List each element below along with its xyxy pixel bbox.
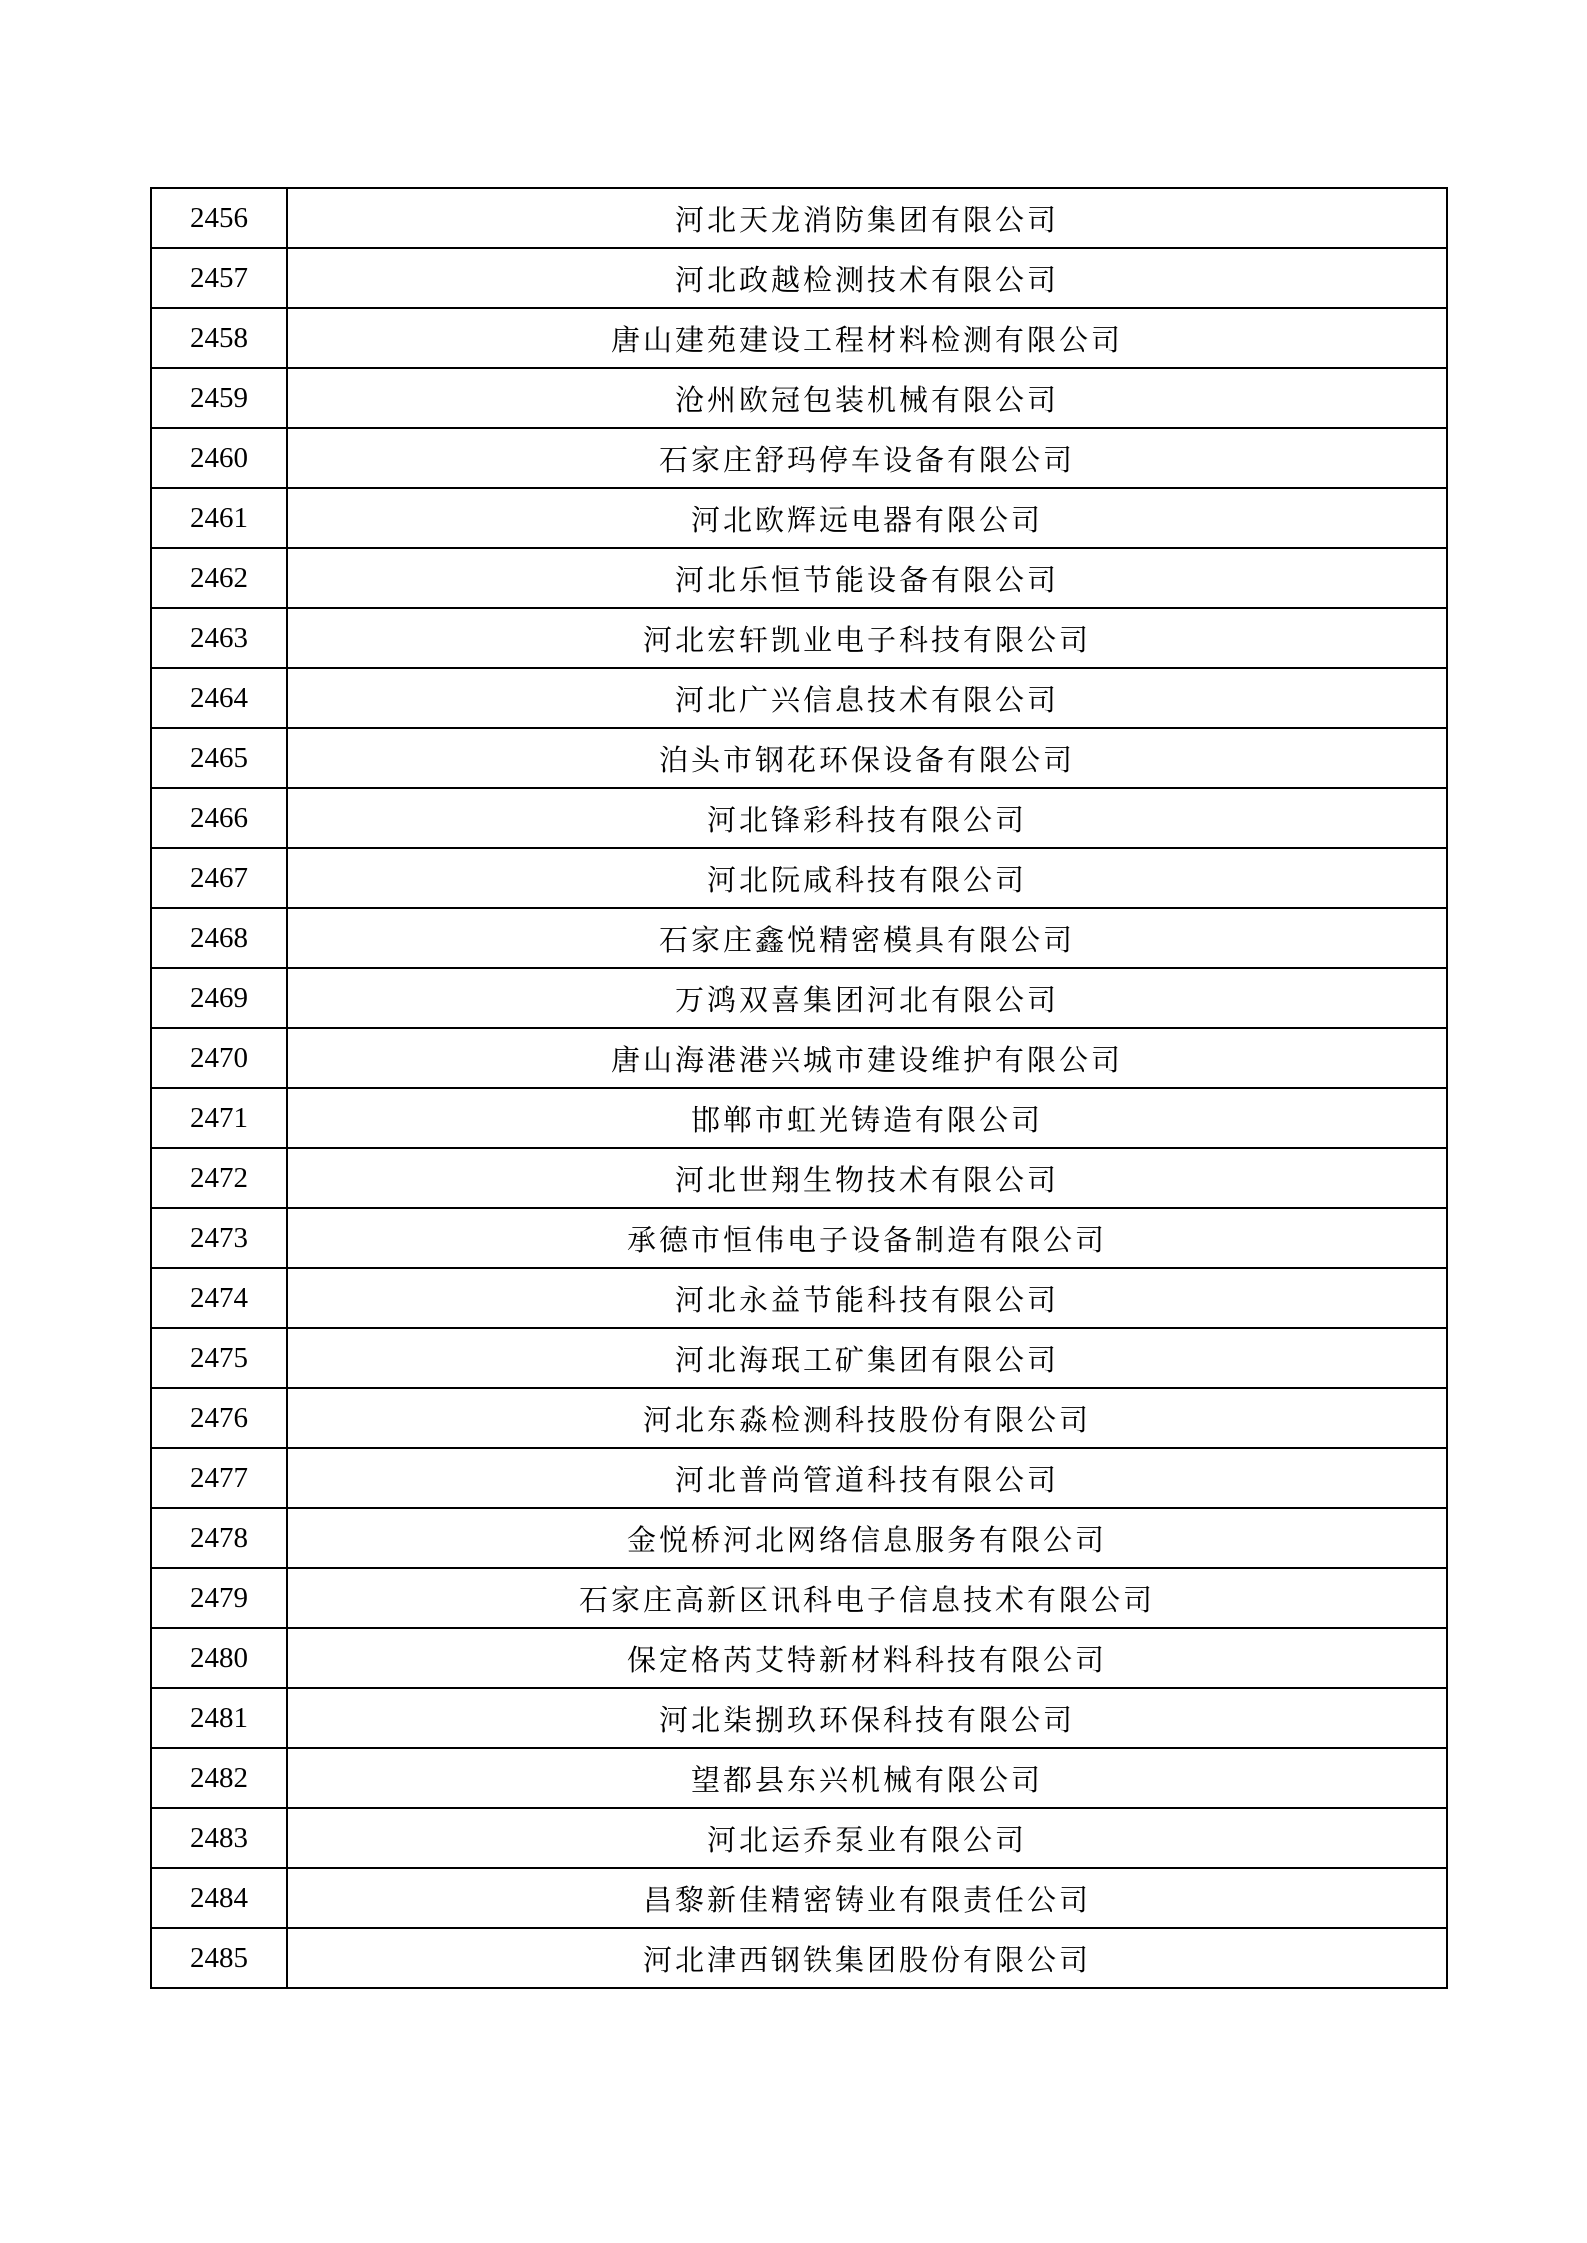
table-row [151,248,1447,308]
table-row [151,1448,1447,1508]
company-name: 石家庄鑫悦精密模具有限公司 [287,908,1447,968]
table-row [151,1148,1447,1208]
company-name: 河北阮咸科技有限公司 [287,848,1447,908]
company-name: 河北广兴信息技术有限公司 [287,668,1447,728]
table-row [151,908,1447,968]
row-number: 2471 [151,1088,287,1148]
company-name: 河北柒捌玖环保科技有限公司 [287,1688,1447,1748]
table-row [151,488,1447,548]
row-number: 2483 [151,1808,287,1868]
row-number: 2462 [151,548,287,608]
table-row [151,848,1447,908]
company-table [150,187,1448,1989]
company-name: 河北锋彩科技有限公司 [287,788,1447,848]
row-number: 2466 [151,788,287,848]
table-row [151,548,1447,608]
row-number: 2460 [151,428,287,488]
row-number: 2459 [151,368,287,428]
row-number: 2482 [151,1748,287,1808]
company-name: 河北海珉工矿集团有限公司 [287,1328,1447,1388]
company-name: 唐山建苑建设工程材料检测有限公司 [287,308,1447,368]
company-name: 河北天龙消防集团有限公司 [287,188,1447,248]
row-number: 2456 [151,188,287,248]
row-number: 2481 [151,1688,287,1748]
row-number: 2476 [151,1388,287,1448]
table-row [151,1928,1447,1988]
company-name: 石家庄舒玛停车设备有限公司 [287,428,1447,488]
table-row [151,188,1447,248]
table-row [151,1688,1447,1748]
table-row [151,1568,1447,1628]
table-row [151,428,1447,488]
row-number: 2463 [151,608,287,668]
row-number: 2484 [151,1868,287,1928]
table-row [151,1028,1447,1088]
company-name: 河北普尚管道科技有限公司 [287,1448,1447,1508]
row-number: 2461 [151,488,287,548]
table-row [151,1748,1447,1808]
company-name: 河北运乔泵业有限公司 [287,1808,1447,1868]
company-name: 河北世翔生物技术有限公司 [287,1148,1447,1208]
table-row [151,728,1447,788]
row-number: 2470 [151,1028,287,1088]
row-number: 2469 [151,968,287,1028]
row-number: 2478 [151,1508,287,1568]
row-number: 2480 [151,1628,287,1688]
table-row [151,1328,1447,1388]
table-row [151,1388,1447,1448]
company-name: 河北乐恒节能设备有限公司 [287,548,1447,608]
row-number: 2468 [151,908,287,968]
company-name: 万鸿双喜集团河北有限公司 [287,968,1447,1028]
company-name: 昌黎新佳精密铸业有限责任公司 [287,1868,1447,1928]
table-row [151,368,1447,428]
row-number: 2485 [151,1928,287,1988]
row-number: 2465 [151,728,287,788]
table-row [151,1268,1447,1328]
row-number: 2479 [151,1568,287,1628]
row-number: 2458 [151,308,287,368]
table-row [151,1088,1447,1148]
table-row [151,1208,1447,1268]
company-name: 石家庄高新区讯科电子信息技术有限公司 [287,1568,1447,1628]
company-name: 河北政越检测技术有限公司 [287,248,1447,308]
company-name: 望都县东兴机械有限公司 [287,1748,1447,1808]
row-number: 2472 [151,1148,287,1208]
row-number: 2477 [151,1448,287,1508]
row-number: 2473 [151,1208,287,1268]
company-name: 沧州欧冠包装机械有限公司 [287,368,1447,428]
table-row [151,1808,1447,1868]
company-name: 金悦桥河北网络信息服务有限公司 [287,1508,1447,1568]
table-row [151,1868,1447,1928]
company-name: 泊头市钢花环保设备有限公司 [287,728,1447,788]
row-number: 2464 [151,668,287,728]
table-row [151,308,1447,368]
table-row [151,1508,1447,1568]
row-number: 2474 [151,1268,287,1328]
company-name: 河北宏轩凯业电子科技有限公司 [287,608,1447,668]
company-name: 唐山海港港兴城市建设维护有限公司 [287,1028,1447,1088]
row-number: 2475 [151,1328,287,1388]
company-name: 河北津西钢铁集团股份有限公司 [287,1928,1447,1988]
company-name: 河北永益节能科技有限公司 [287,1268,1447,1328]
table-row [151,668,1447,728]
company-table-body [151,188,1447,1988]
table-row [151,968,1447,1028]
company-name: 河北欧辉远电器有限公司 [287,488,1447,548]
row-number: 2467 [151,848,287,908]
row-number: 2457 [151,248,287,308]
table-row [151,1628,1447,1688]
table-row [151,788,1447,848]
company-name: 承德市恒伟电子设备制造有限公司 [287,1208,1447,1268]
table-row [151,608,1447,668]
company-name: 邯郸市虹光铸造有限公司 [287,1088,1447,1148]
company-name: 河北东淼检测科技股份有限公司 [287,1388,1447,1448]
company-name: 保定格芮艾特新材料科技有限公司 [287,1628,1447,1688]
